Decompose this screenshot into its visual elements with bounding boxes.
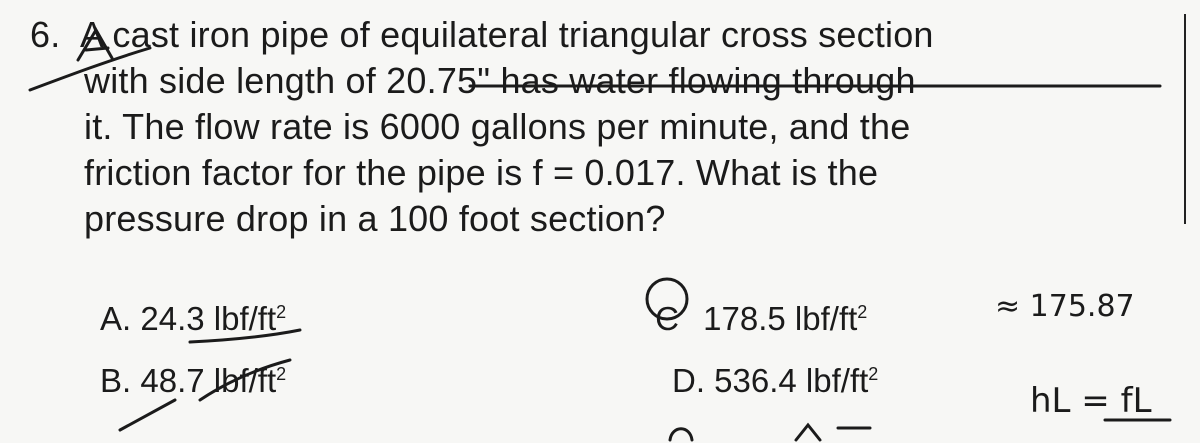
choice-c-value: 178.5 lbf/ft	[703, 300, 858, 337]
question-line-2: with side length of 20.75" has water flowing through	[84, 60, 916, 101]
choice-c-exponent: 2	[857, 302, 868, 322]
choice-b-exponent: 2	[276, 364, 287, 384]
choice-a[interactable]	[100, 300, 286, 338]
partial-letter-bottom-2	[796, 425, 820, 440]
choice-c[interactable]	[652, 300, 867, 338]
approx-note-text: ≈ 175.87	[995, 289, 1135, 324]
question-line-5: pressure drop in a 100 foot section?	[84, 198, 666, 239]
choice-a-value: 24.3 lbf/ft	[140, 300, 277, 337]
formula-note-text: hL = fL	[1030, 381, 1152, 421]
question-block	[30, 12, 1180, 242]
partial-letter-bottom-1	[670, 429, 692, 440]
question-line-3: it. The flow rate is 6000 gallons per minute, and the	[84, 106, 911, 147]
choice-a-letter: A.	[100, 300, 132, 337]
choice-d[interactable]	[672, 362, 878, 400]
question-number: 6.	[30, 14, 61, 55]
choice-b[interactable]	[100, 362, 286, 400]
choice-b-letter: B.	[100, 362, 132, 399]
choice-b-value: 48.7 lbf/ft	[140, 362, 277, 399]
choice-d-exponent: 2	[868, 364, 879, 384]
question-line-1	[30, 12, 1180, 58]
choice-c-letter: C	[655, 300, 679, 337]
choice-d-value: 536.4 lbf/ft	[714, 362, 869, 399]
question-text-1: A cast iron pipe of equilateral triangular cross section	[80, 14, 934, 55]
page-edge-line	[1184, 14, 1186, 224]
choice-a-exponent: 2	[276, 302, 287, 322]
choice-d-letter: D.	[672, 362, 705, 399]
stroke-bottom-left	[120, 400, 175, 430]
question-line-4: friction factor for the pipe is f = 0.017. What is the	[84, 152, 879, 193]
